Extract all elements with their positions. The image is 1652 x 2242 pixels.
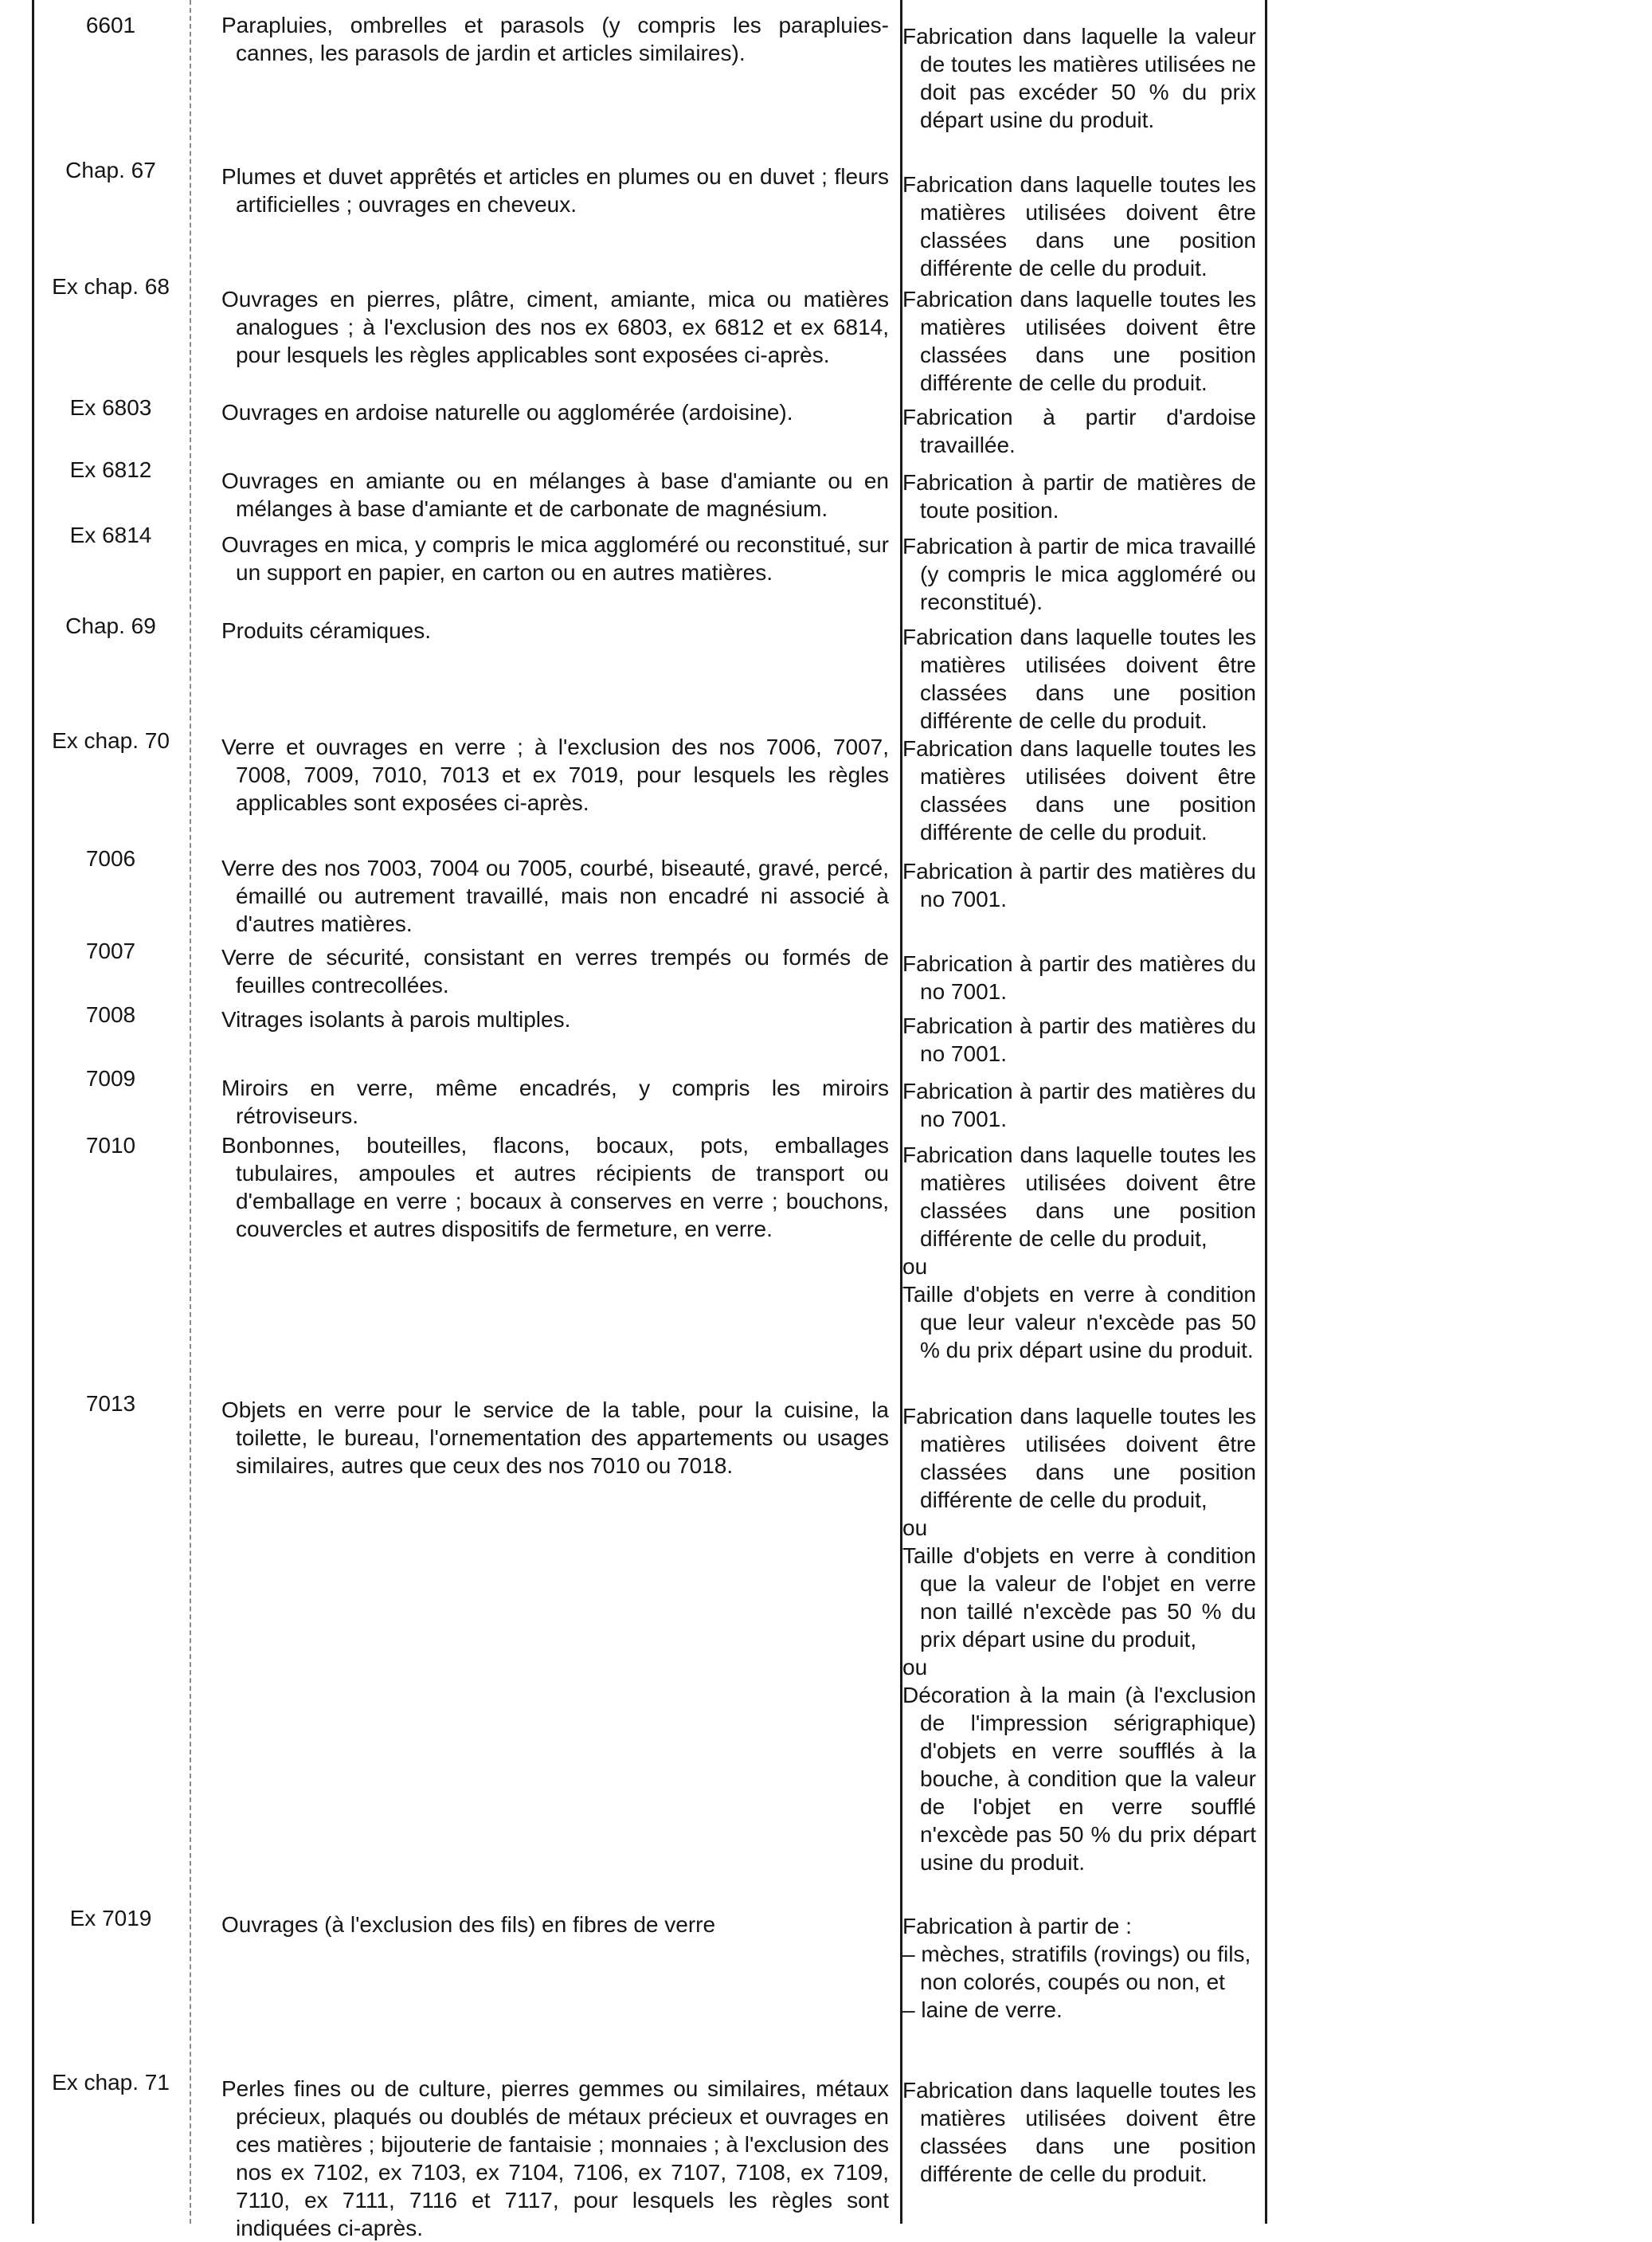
row-code: 6601 bbox=[85, 13, 136, 37]
row-code: 7010 bbox=[85, 1133, 136, 1158]
row-rules bbox=[902, 532, 1261, 616]
rule-text: Fabrication dans laquelle toutes les matières utilisées doivent être classées dans une position différente de celle du produit. bbox=[902, 172, 1256, 280]
row-rules bbox=[902, 735, 1261, 846]
rule-text: Taille d'objets en verre à condition que la valeur de l'objet en verre non taillé n'excède pas 50 % du prix départ usine du produit, bbox=[902, 1543, 1256, 1652]
rule-text: Fabrication à partir des matières du no 7001. bbox=[902, 859, 1256, 911]
row-description: Verre des nos 7003, 7004 ou 7005, courbé, biseauté, gravé, percé, émaillé ou autrement travaillé, mais non encadré ni associé à d'autres matières. bbox=[221, 856, 889, 936]
row-description: Ouvrages en amiante ou en mélanges à base d'amiante ou en mélanges à base d'amiante et de carbonate de magnésium. bbox=[221, 468, 889, 521]
rule-or: ou bbox=[902, 1655, 928, 1680]
row-code: 7007 bbox=[85, 939, 136, 963]
row-description: Bonbonnes, bouteilles, flacons, bocaux, pots, emballages tubulaires, ampoules et autres récipients de transport ou d'emballage en verre ; bocaux à conserves en verre ; bouchons, couvercles et autres dispositifs de fermeture, en verre. bbox=[221, 1133, 889, 1241]
column-divider-code bbox=[190, 0, 191, 2224]
row-rules bbox=[902, 950, 1261, 1005]
row-rules bbox=[902, 468, 1261, 524]
row-rules bbox=[902, 285, 1261, 397]
row-description: Produits céramiques. bbox=[221, 618, 432, 643]
row-code: Ex chap. 68 bbox=[52, 274, 170, 299]
row-rules bbox=[902, 171, 1261, 282]
rule-or: ou bbox=[902, 1254, 928, 1279]
row-description: Miroirs en verre, même encadrés, y compris les miroirs rétroviseurs. bbox=[221, 1076, 889, 1128]
row-description: Verre de sécurité, consistant en verres trempés ou formés de feuilles contrecollées. bbox=[221, 945, 889, 998]
rule-text: Fabrication dans laquelle toutes les matières utilisées doivent être classées dans une position différente de celle du produit. bbox=[902, 287, 1256, 395]
rule-text: Fabrication à partir des matières du no 7001. bbox=[902, 951, 1256, 1004]
row-rules bbox=[902, 403, 1261, 459]
row-rules bbox=[902, 1141, 1261, 1364]
row-description: Parapluies, ombrelles et parasols (y compris les parapluies-cannes, les parasols de jardin et articles similaires). bbox=[221, 13, 889, 65]
row-rules bbox=[902, 2076, 1261, 2188]
rule-text: Fabrication à partir de : bbox=[902, 1914, 1132, 1938]
row-code: 7008 bbox=[85, 1002, 136, 1027]
rule-material-list bbox=[902, 1940, 1261, 2024]
row-description: Ouvrages en pierres, plâtre, ciment, amiante, mica ou matières analogues ; à l'exclusion des nos ex 6803, ex 6812 et ex 6814, pour lesquels les règles applicables sont exposées ci-après. bbox=[221, 287, 889, 367]
row-code: Ex 6803 bbox=[69, 395, 152, 420]
row-code: Chap. 69 bbox=[65, 613, 156, 638]
row-description: Perles fines ou de culture, pierres gemmes ou similaires, métaux précieux, plaqués ou doublés de métaux précieux et ouvrages en ces matières ; bijouterie de fantaisie ; monnaies ; à l'exclusion des nos ex 7102, ex 7103, ex 7104, 7106, ex 7107, 7108, ex 7109, 7110, ex 7111, 7116 et 7117, pour lesquels les règles sont indiquées ci-après. bbox=[221, 2076, 889, 2240]
rule-text: Fabrication dans laquelle la valeur de toutes les matières utilisées ne doit pas excéder 50 % du prix départ usine du produit. bbox=[902, 24, 1256, 132]
rule-text: Fabrication à partir de mica travaillé (y compris le mica aggloméré ou reconstitué). bbox=[902, 534, 1256, 614]
row-code: 7006 bbox=[85, 846, 136, 871]
rule-text: Fabrication à partir des matières du no 7001. bbox=[902, 1079, 1256, 1131]
rule-text: Fabrication dans laquelle toutes les matières utilisées doivent être classées dans une position différente de celle du produit, bbox=[902, 1143, 1256, 1251]
row-description: Vitrages isolants à parois multiples. bbox=[221, 1007, 571, 1032]
rule-or: ou bbox=[902, 1515, 928, 1540]
row-rules bbox=[902, 1402, 1261, 1876]
list-item: – laine de verre. bbox=[902, 1997, 1063, 2022]
row-code: Ex chap. 70 bbox=[52, 728, 170, 753]
row-description: Plumes et duvet apprêtés et articles en plumes ou en duvet ; fleurs artificielles ; ouvrages en cheveux. bbox=[221, 164, 889, 217]
rule-text: Taille d'objets en verre à condition que leur valeur n'excède pas 50 % du prix départ usine du produit. bbox=[902, 1282, 1256, 1362]
rule-text: Fabrication dans laquelle toutes les matières utilisées doivent être classées dans une position différente de celle du produit, bbox=[902, 1404, 1256, 1512]
table-border-right bbox=[1265, 0, 1267, 2224]
row-code: Ex 6812 bbox=[69, 457, 152, 482]
row-code: Ex chap. 71 bbox=[52, 2070, 170, 2095]
row-code: Ex 7019 bbox=[69, 1906, 152, 1930]
row-code: 7009 bbox=[85, 1066, 136, 1091]
table-border-left bbox=[32, 0, 34, 2224]
rule-text: Fabrication dans laquelle toutes les matières utilisées doivent être classées dans une position différente de celle du produit. bbox=[902, 2078, 1256, 2186]
row-rules bbox=[902, 1012, 1261, 1068]
row-code: Chap. 67 bbox=[65, 158, 156, 182]
row-description: Ouvrages en mica, y compris le mica aggloméré ou reconstitué, sur un support en papier, en carton ou en autres matières. bbox=[221, 532, 889, 585]
rule-text: Fabrication dans laquelle toutes les matières utilisées doivent être classées dans une position différente de celle du produit. bbox=[902, 625, 1256, 733]
list-item: – mèches, stratifils (rovings) ou fils, non colorés, coupés ou non, et bbox=[902, 1942, 1251, 1994]
row-rules bbox=[902, 857, 1261, 913]
row-code: Ex 6814 bbox=[69, 523, 152, 547]
row-description: Verre et ouvrages en verre ; à l'exclusion des nos 7006, 7007, 7008, 7009, 7010, 7013 et ex 7019, pour lesquels les règles applicables sont exposées ci-après. bbox=[221, 735, 889, 815]
rule-text: Fabrication dans laquelle toutes les matières utilisées doivent être classées dans une position différente de celle du produit. bbox=[902, 736, 1256, 845]
row-description: Objets en verre pour le service de la table, pour la cuisine, la toilette, le bureau, l'ornementation des appartements ou usages similaires, autres que ceux des nos 7010 ou 7018. bbox=[221, 1397, 889, 1478]
row-code: 7013 bbox=[85, 1391, 136, 1416]
row-rules bbox=[902, 1077, 1261, 1133]
row-rules bbox=[902, 22, 1261, 134]
rule-text: Fabrication à partir d'ardoise travaillée. bbox=[902, 405, 1256, 457]
rule-text: Décoration à la main (à l'exclusion de l'impression sérigraphique) d'objets en verre soufflés à la bouche, à condition que la valeur de l'objet en verre soufflé n'excède pas 50 % du prix départ usine du produit. bbox=[902, 1683, 1256, 1875]
rule-text: Fabrication à partir de matières de toute position. bbox=[902, 470, 1256, 523]
rule-text: Fabrication à partir des matières du no 7001. bbox=[902, 1013, 1256, 1066]
row-description: Ouvrages en ardoise naturelle ou agglomérée (ardoisine). bbox=[221, 400, 793, 425]
row-rules bbox=[902, 1912, 1261, 2024]
row-description: Ouvrages (à l'exclusion des fils) en fibres de verre bbox=[221, 1912, 716, 1937]
row-rules bbox=[902, 623, 1261, 735]
